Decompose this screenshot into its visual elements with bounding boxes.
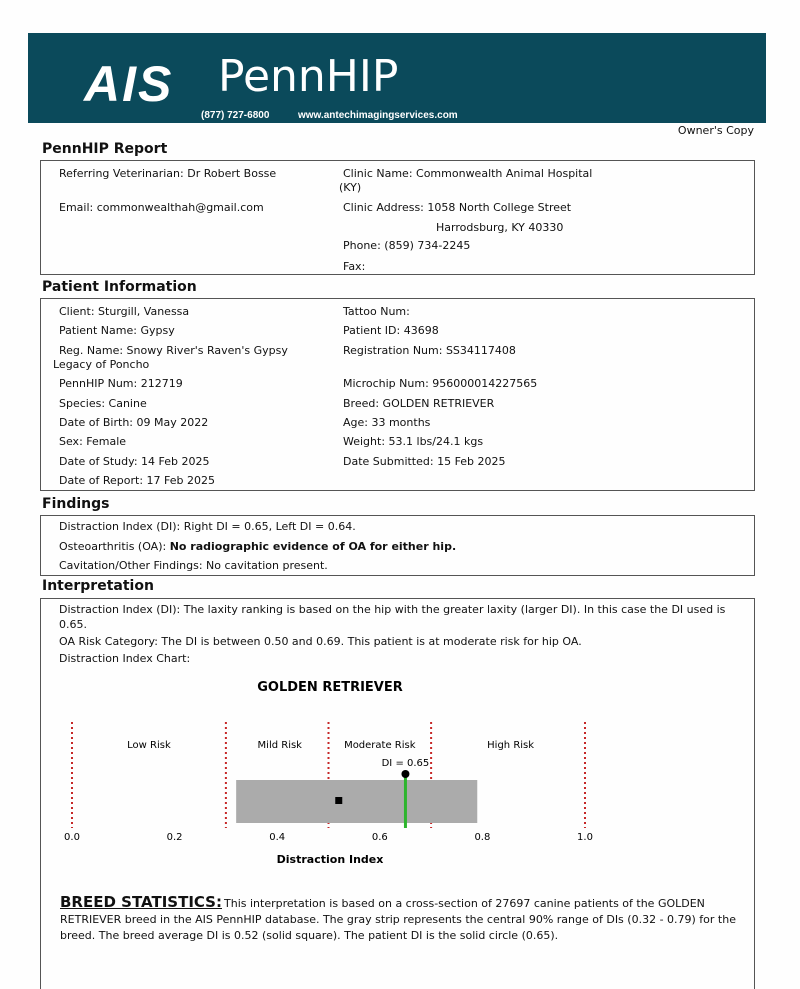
clinic-phone: Phone: (859) 734-2245	[343, 239, 471, 252]
header-banner	[28, 33, 766, 123]
client: Client: Sturgill, Vanessa	[59, 305, 190, 318]
clinic-name: Clinic Name: Commonwealth Animal Hospital	[343, 167, 593, 180]
report-box	[40, 160, 755, 275]
age: Age: 33 months	[343, 416, 431, 429]
weight: Weight: 53.1 lbs/24.1 kgs	[343, 435, 484, 448]
patient-name: Patient Name: Gypsy	[59, 324, 175, 337]
reg-name: Reg. Name: Snowy River's Raven's Gypsy	[59, 344, 288, 357]
x-axis-label: Distraction Index	[276, 853, 384, 866]
patient-box	[40, 298, 755, 491]
findings-di: Distraction Index (DI): Right DI = 0.65, Left DI = 0.64.	[59, 520, 356, 533]
pennhip-num: PennHIP Num: 212719	[59, 377, 183, 390]
referring-vet: Referring Veterinarian: Dr Robert Bosse	[59, 167, 277, 180]
x-tick-label: 1.0	[577, 832, 593, 843]
species: Species: Canine	[59, 397, 147, 410]
x-tick-label: 0.8	[474, 832, 491, 843]
pennhip-logo: PennHIP	[218, 51, 399, 102]
patient-di-label: DI = 0.65	[381, 758, 430, 769]
owners-copy-label: Owner's Copy	[677, 124, 754, 137]
date-submitted: Date Submitted: 15 Feb 2025	[343, 455, 506, 468]
date-of-study: Date of Study: 14 Feb 2025	[59, 455, 210, 468]
x-tick-label: 0.6	[371, 832, 388, 843]
reg-name-cont: Legacy of Poncho	[53, 358, 150, 371]
interp-di-line1: Distraction Index (DI): The laxity ranking is based on the hip with the greater laxity (larger DI). In this case the DI used is	[59, 603, 726, 616]
banner-url: www.antechimagingservices.com	[298, 110, 458, 121]
clinic-name-cont: (KY)	[339, 181, 362, 194]
tattoo-num: Tattoo Num:	[343, 305, 410, 318]
findings-oa-label: Osteoarthritis (OA):	[59, 540, 170, 553]
ais-logo: AIS	[84, 56, 174, 112]
banner-phone: (877) 727-6800	[201, 110, 270, 121]
zone-label: Low Risk	[127, 740, 171, 751]
clinic-fax: Fax:	[343, 260, 366, 273]
microchip-num: Microchip Num: 956000014227565	[343, 377, 538, 390]
date-of-birth: Date of Birth: 09 May 2022	[59, 416, 209, 429]
findings-cavitation: Cavitation/Other Findings: No cavitation present.	[59, 559, 328, 572]
breed-stats-heading: BREED STATISTICS:	[60, 893, 222, 911]
findings-section-title: Findings	[42, 496, 110, 512]
chart-title: GOLDEN RETRIEVER	[257, 680, 403, 695]
clinic-address: Clinic Address: 1058 North College Street	[343, 201, 572, 214]
breed: Breed: GOLDEN RETRIEVER	[343, 397, 495, 410]
report-section-title: PennHIP Report	[42, 141, 168, 157]
date-of-report: Date of Report: 17 Feb 2025	[59, 474, 216, 487]
findings-oa-value: No radiographic evidence of OA for either hip.	[169, 540, 457, 553]
zone-label: Mild Risk	[257, 740, 302, 751]
clinic-address-cont: Harrodsburg, KY 40330	[436, 221, 564, 234]
patient-id: Patient ID: 43698	[343, 324, 439, 337]
email: Email: commonwealthah@gmail.com	[59, 201, 264, 214]
interp-oa-risk: OA Risk Category: The DI is between 0.50 and 0.69. This patient is at moderate risk for hip OA.	[59, 635, 582, 648]
zone-label: Moderate Risk	[344, 740, 416, 751]
x-tick-label: 0.4	[269, 832, 286, 843]
x-tick-label: 0.2	[166, 832, 183, 843]
interpretation-section-title: Interpretation	[42, 578, 154, 594]
interp-chart-label: Distraction Index Chart:	[59, 652, 191, 665]
interp-di-line2: 0.65.	[59, 618, 87, 631]
registration-num: Registration Num: SS34117408	[343, 344, 516, 357]
findings-oa	[59, 540, 456, 553]
zone-label: High Risk	[487, 740, 535, 751]
findings-box	[40, 515, 755, 576]
x-tick-label: 0.0	[64, 832, 80, 843]
breed-stats-text: This interpretation is based on a cross-section of 27697 canine patients of the GOLDEN RETRIEVER breed in the AIS PennHIP database. The gray strip represents the central 90% range of DIs (0.32 - 0.79) for the breed. The breed average DI is 0.52 (solid square). The patient DI is the solid circle (0.65).	[60, 897, 736, 942]
sex: Sex: Female	[59, 435, 127, 448]
patient-section-title: Patient Information	[42, 279, 197, 295]
